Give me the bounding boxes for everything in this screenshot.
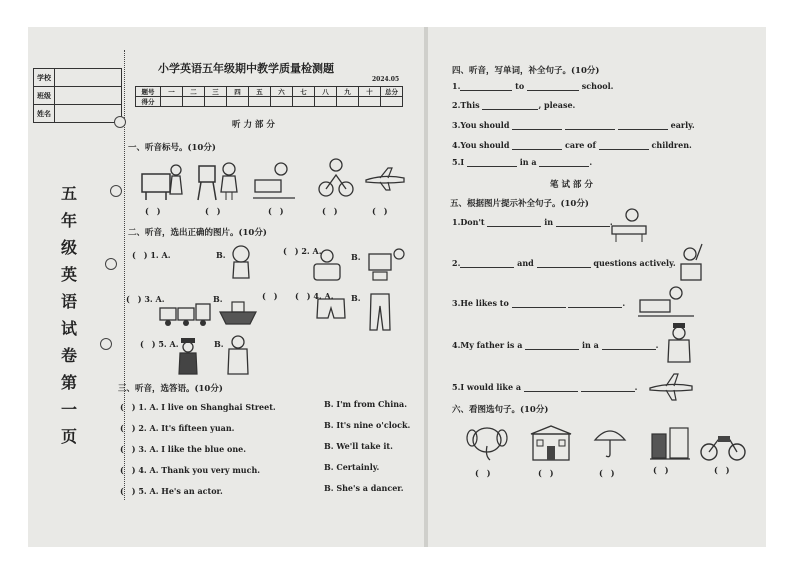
answer-b-3-3: B. We'll take it.: [324, 441, 393, 451]
option-b-label: B.: [351, 252, 361, 262]
listening-header: 听 力 部 分: [232, 120, 275, 130]
train-picture: [158, 302, 212, 328]
answer-blank[interactable]: ( ): [475, 468, 491, 478]
question-3-2: ( ) 2. A. It's fifteen yuan.: [120, 423, 235, 433]
answer-blank[interactable]: ( ): [145, 206, 161, 216]
exam-date: 2024.05: [372, 76, 400, 83]
option-b-label: B.: [351, 293, 361, 303]
girl-face-picture: [230, 244, 252, 280]
answer-b-3-1: B. I'm from China.: [324, 399, 408, 409]
doctor-picture: [226, 334, 250, 376]
binding-hole: [110, 185, 122, 197]
ship-picture: [218, 296, 258, 326]
school-label: 学校: [34, 69, 55, 87]
answer-b-3-5: B. She's a dancer.: [324, 483, 404, 493]
question-3-3: ( ) 3. A. I like the blue one.: [120, 444, 247, 454]
section-3-title: 三、听音，选答语。(10分): [118, 384, 223, 394]
question-3-4: ( ) 4. A. Thank you very much.: [120, 465, 261, 475]
answer-b-3-2: B. It's nine o'clock.: [324, 420, 411, 430]
answer-blank[interactable]: ( ): [653, 465, 669, 475]
section-4-title: 四、听音，写单词，补全句子。(10分): [452, 66, 600, 76]
binding-hole: [100, 338, 112, 350]
elephant-picture: [466, 424, 508, 462]
answer-blank[interactable]: ( ): [714, 465, 730, 475]
cleaning-room-picture: [648, 424, 692, 462]
exam-title: 小学英语五年级期中教学质量检测题: [158, 62, 334, 75]
answer-blank[interactable]: ( ): [205, 206, 221, 216]
written-header: 笔 试 部 分: [550, 180, 593, 190]
cooking-picture: [636, 286, 696, 318]
section-2-title: 二、听音，选出正确的图片。(10分): [128, 228, 267, 238]
line-4-3: 3.You should early.: [452, 120, 695, 130]
piano-girl-picture: [140, 160, 184, 202]
answer-blank[interactable]: ( ): [372, 206, 388, 216]
school-field[interactable]: [55, 69, 122, 87]
answer-b-3-4: B. Certainly.: [324, 462, 380, 472]
question-2-1: ( ) 1. A.: [132, 250, 171, 260]
cooking-boy-picture: [251, 162, 297, 202]
option-b-label: B.: [213, 294, 223, 304]
page-fold: [424, 27, 428, 547]
name-field[interactable]: [55, 105, 122, 123]
line-4-5: 5.I in a .: [452, 157, 593, 167]
trousers-picture: [368, 292, 392, 332]
building-picture: [529, 424, 573, 462]
section-1-title: 一、听音标号。(10分): [128, 143, 216, 153]
binding-hole: [114, 116, 126, 128]
shorts-picture: [315, 296, 347, 322]
option-b-label: B.: [216, 250, 226, 260]
answer-blank[interactable]: ( ): [322, 206, 338, 216]
girl-picture: [219, 162, 239, 202]
student-info-table: [33, 68, 122, 123]
answer-blank[interactable]: ( ): [268, 206, 284, 216]
airplane-picture: [364, 166, 406, 192]
line-4-4: 4.You should care of children.: [452, 140, 692, 150]
line-4-1: 1. to school.: [452, 81, 614, 91]
binding-hole: [105, 258, 117, 270]
umbrella-picture: [593, 424, 627, 460]
bike-rider-picture: [318, 157, 354, 199]
line-5-4: 4.My father is a in a .: [452, 340, 659, 350]
motorcycle-picture: [700, 428, 746, 462]
question-3-1: ( ) 1. A. I live on Shanghai Street.: [120, 402, 276, 412]
question-2-2: ( ) 2. A.: [283, 246, 322, 256]
score-table: 题号 一 二 三 四 五 六 七 八 九 十 总分 得分: [135, 86, 403, 107]
class-label: 班级: [34, 87, 55, 105]
question-2-5: ( ) 5. A.: [140, 339, 179, 349]
father-doctor-picture: [666, 322, 692, 364]
section-5-title: 五、根据图片提示补全句子。(10分): [450, 199, 589, 209]
name-label: 姓名: [34, 105, 55, 123]
tv-clock-picture: [365, 246, 405, 286]
raising-hand-picture: [678, 242, 706, 282]
line-5-2: 2. and questions actively.: [452, 258, 676, 268]
side-title: 五 年 级 英 语 试 卷 第 一 页: [60, 184, 77, 446]
question-2-3: ( ) 3. A.: [126, 294, 165, 304]
boy-playing-picture: [310, 248, 344, 282]
option-b-label: B.: [214, 339, 224, 349]
line-5-1: 1.Don't in .: [452, 217, 613, 227]
student-desk-picture: [610, 208, 648, 242]
line-5-5: 5.I would like a .: [452, 382, 638, 392]
police-officer-picture: [176, 336, 200, 376]
answer-blank[interactable]: ( ): [262, 291, 278, 301]
section-6-title: 六、看图选句子。(10分): [452, 405, 549, 415]
plane-picture: [648, 372, 694, 402]
answer-blank[interactable]: ( ): [538, 468, 554, 478]
question-2-4: ( ) 4. A.: [295, 291, 334, 301]
class-field[interactable]: [55, 87, 122, 105]
answer-blank[interactable]: ( ): [599, 468, 615, 478]
question-3-5: ( ) 5. A. He's an actor.: [120, 486, 223, 496]
line-4-2: 2.This , please.: [452, 100, 576, 110]
line-5-3: 3.He likes to .: [452, 298, 626, 308]
easel-picture: [196, 164, 218, 202]
